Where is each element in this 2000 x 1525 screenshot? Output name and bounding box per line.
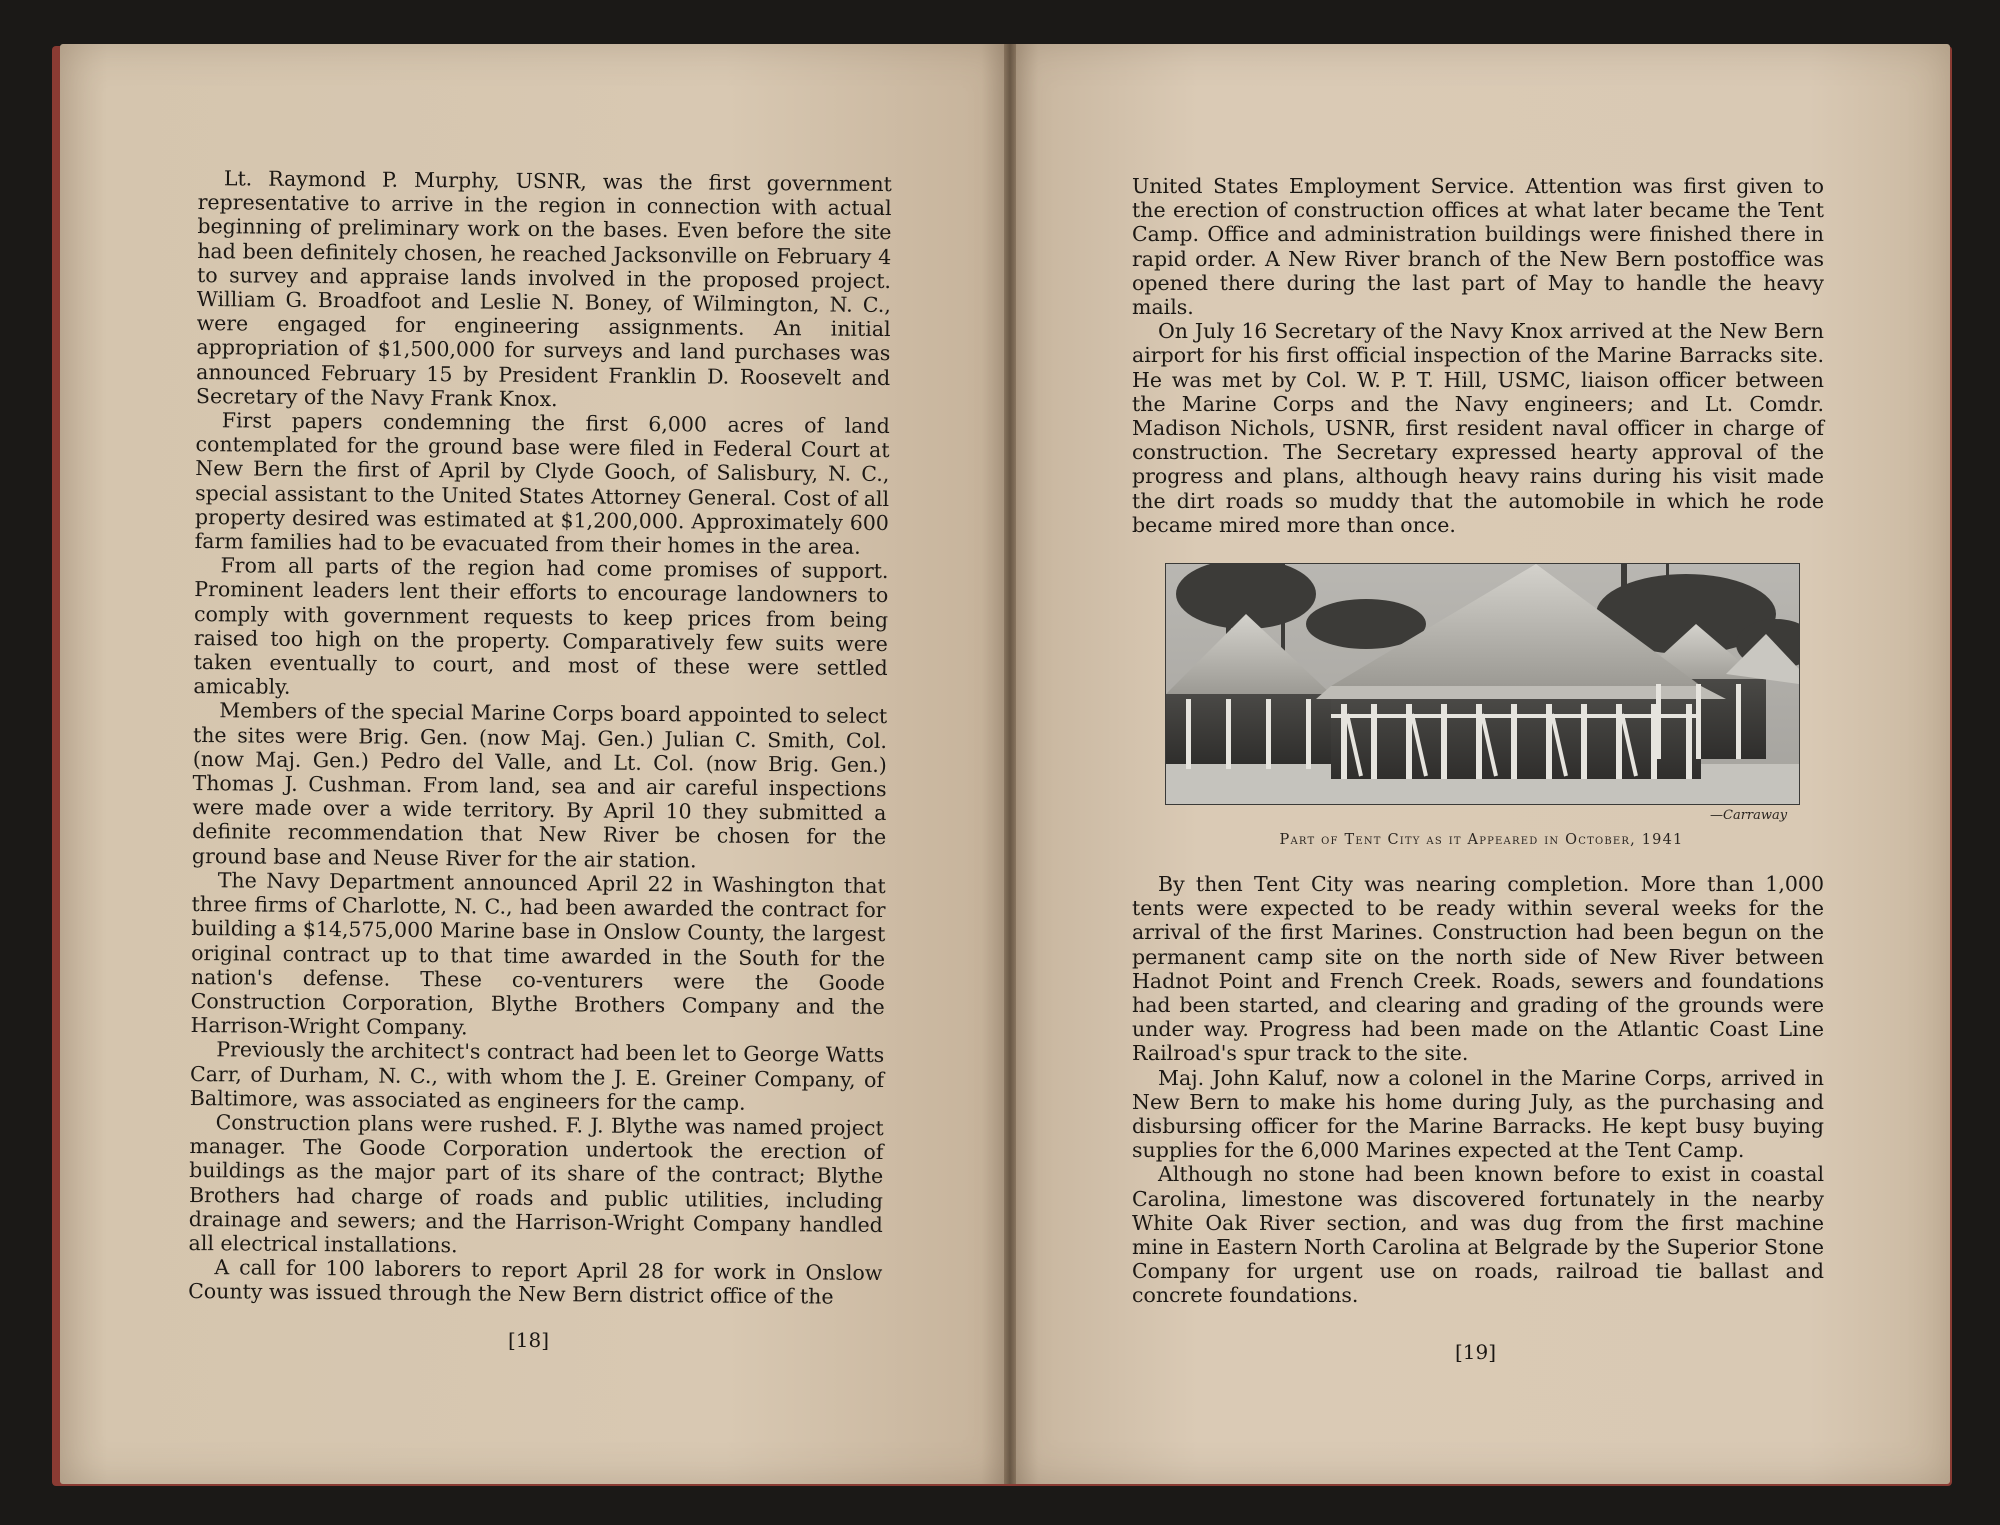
paragraph: On July 16 Secretary of the Navy Knox arrived at the New Bern airport for his first official inspection of the Marine Barracks site. He was met by Col. W. P. T. Hill, USMC, liaison officer between the Marine Corps and the Navy engineers; and Lt. Comdr. Madison Nichols, USNR, first resident naval officer in charge of construction. The Secretary expressed hearty approval of the progress and plans, although heavy rains during his visit made the dirt roads so muddy that the automobile in which he rode became mired more than once.	[1132, 319, 1824, 537]
paragraph: Previously the architect's contract had been let to George Watts Carr, of Durham, N. C., with whom the J. E. Greiner Company, of Baltimore, was associated as engineers for the camp.	[189, 1037, 885, 1115]
photo-credit: —Carraway	[1710, 808, 1788, 823]
page-number-right: [19]	[1455, 1340, 1497, 1364]
paragraph: From all parts of the region had come promises of support. Prominent leaders lent their efforts to encourage landowners to comply with government requests to keep prices from being raised too high on the property. Comparatively few suits were taken eventually to court, and most of these were settled amicably.	[193, 553, 889, 700]
paragraph: Lt. Raymond P. Murphy, USNR, was the first government representative to arrive in the region in connection with actual beginning of preliminary work on the bases. Even before the site had been definitely chosen, he reached Jacksonville on February 4 to survey and appraise lands involved in the proposed project. William G. Broadfoot and Leslie N. Boney, of Wilmington, N. C., were engaged for engineering assignments. An initial appropriation of $1,500,000 for surveys and land purchases was announced February 15 by President Franklin D. Roosevelt and Secretary of the Navy Frank Knox.	[195, 166, 892, 411]
paragraph: Members of the special Marine Corps board appointed to select the sites were Brig. Gen. (now Maj. Gen.) Julian C. Smith, Col. (now Maj. Gen.) Pedro del Valle, and Lt. Col. (now Brig. Gen.) Thomas J. Cushman. From land, sea and air careful inspections were made over a wide territory. By April 10 they submitted a definite recommendation that New River be chosen for the ground base and Neuse River for the air station.	[191, 698, 888, 873]
paragraph: The Navy Department announced April 22 in Washington that three firms of Charlotte, N. C., had been awarded the contract for building a $14,575,000 Marine base in Onslow County, the largest original contract up to that time awarded in the South for the nation's defense. These co-venturers were the Goode Construction Corporation, Blythe Brothers Company and the Harrison-Wright Company.	[190, 868, 886, 1040]
paragraph: Although no stone had been known before to exist in coastal Carolina, limestone was discovered fortunately in the nearby White Oak River section, and was dug from the first machine mine in Eastern North Carolina at Belgrade by the Superior Stone Company for urgent use on roads, railroad tie ballast and concrete foundations.	[1132, 1162, 1824, 1308]
paragraph: First papers condemning the first 6,000 acres of land contemplated for the ground base were filed in Federal Court at New Bern the first of April by Clyde Gooch, of Salisbury, N. C., special assistant to the United States Attorney General. Cost of all property desired was estimated at $1,200,000. Approximately 600 farm families had to be evacuated from their homes in the area.	[194, 408, 890, 559]
paragraph: Maj. John Kaluf, now a colonel in the Marine Corps, arrived in New Bern to make his home during July, as the purchasing and disbursing officer for the Marine Barracks. He kept busy buying supplies for the 6,000 Marines expected at the Tent Camp.	[1132, 1065, 1824, 1163]
tent-city-photo	[1165, 563, 1800, 805]
paragraph: By then Tent City was nearing completion. More than 1,000 tents were expected to be ready within several weeks for the arrival of the first Marines. Construction had been begun on the permanent camp site on the north side of New River between Hadnot Point and French Creek. Roads, sewers and foundations had been started, and clearing and grading of the grounds were under way. Progress had been made on the Atlantic Coast Line Railroad's spur track to the site.	[1132, 872, 1824, 1066]
paragraph: A call for 100 laborers to report April 28 for work in Onslow County was issued through the New Bern district office of the	[188, 1255, 883, 1309]
paragraph: Construction plans were rushed. F. J. Blythe was named project manager. The Goode Corporation undertook the erection of buildings as the major part of its share of the contract; Blythe Brothers had charge of roads and public utilities, including drainage and sewers; and the Harrison-Wright Company handled all electrical installations.	[188, 1110, 884, 1258]
right-page-text-top	[1132, 174, 1824, 537]
page-number-left: [18]	[508, 1328, 550, 1352]
left-page-text	[188, 166, 892, 1310]
paragraph: United States Employment Service. Attention was first given to the erection of construction offices at what later became the Tent Camp. Office and administration buildings were finished there in rapid order. A New River branch of the New Bern postoffice was opened there during the last part of May to handle the heavy mails.	[1132, 174, 1824, 320]
right-page-text-bottom	[1132, 872, 1824, 1308]
book-spine	[1004, 44, 1016, 1484]
photo-caption: Part of Tent City as it Appeared in October, 1941	[1279, 832, 1684, 848]
